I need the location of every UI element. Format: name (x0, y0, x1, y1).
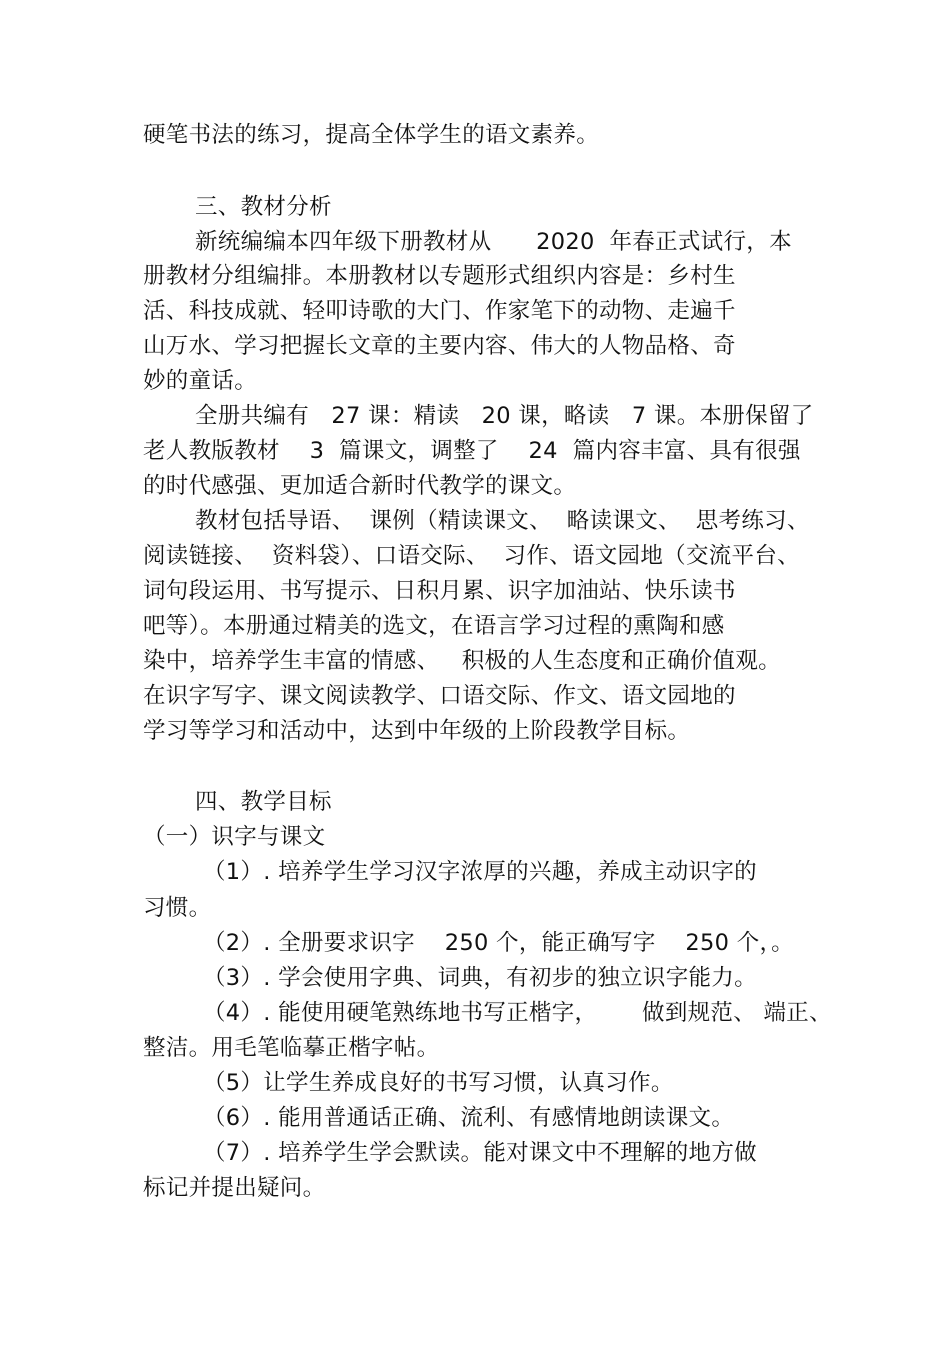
paragraph-line: 阅读链接、 资料袋）、口语交际、 习作、语文园地（交流平台、 (143, 543, 800, 569)
paragraph-line: 染中，培养学生丰富的情感、 积极的人生态度和正确价值观。 (143, 648, 781, 674)
list-item: （1）. 培养学生学习汉字浓厚的兴趣，养成主动识字的 (203, 859, 757, 885)
paragraph-line: 妙的童话。 (143, 368, 258, 394)
paragraph-line: 教材包括导语、 课例（精读课文、 略读课文、 思考练习、 (195, 508, 810, 534)
paragraph-line: 山万水、学习把握长文章的主要内容、伟大的人物品格、奇 (143, 333, 736, 359)
paragraph-line: 的时代感强、更加适合新时代教学的课文。 (143, 473, 577, 499)
list-item: （4）. 能使用硬笔熟练地书写正楷字， 做到规范、 端正、 (203, 1000, 832, 1026)
list-item: （3）. 学会使用字典、词典，有初步的独立识字能力。 (203, 965, 757, 991)
list-item: （5）让学生养成良好的书写习惯，认真习作。 (203, 1070, 674, 1096)
paragraph-line: 新统编编本四年级下册教材从 2020 年春正式试行，本 (195, 229, 792, 255)
paragraph-line: 吧等）。本册通过精美的选文，在语言学习过程的熏陶和感 (143, 613, 725, 639)
paragraph-line: 全册共编有 27 课：精读 20 课，略读 7 课。本册保留了 (195, 403, 814, 429)
paragraph-line: 硬笔书法的练习，提高全体学生的语文素养。 (143, 122, 600, 148)
paragraph-line: 词句段运用、书写提示、日积月累、识字加油站、快乐读书 (143, 578, 736, 604)
paragraph-line: 学习等学习和活动中，达到中年级的上阶段教学目标。 (143, 718, 691, 744)
list-item: （6）. 能用普通话正确、流利、有感情地朗读课文。 (203, 1105, 735, 1131)
list-item-continuation: 整洁。用毛笔临摹正楷字帖。 (143, 1035, 440, 1061)
list-item: （7）. 培养学生学会默读。能对课文中不理解的地方做 (203, 1140, 757, 1166)
paragraph-line: 活、科技成就、轻叩诗歌的大门、作家笔下的动物、走遍千 (143, 298, 736, 324)
section-heading: 四、教学目标 (195, 789, 332, 815)
subsection-heading: （一）识字与课文 (143, 824, 326, 850)
list-item-continuation: 习惯。 (143, 895, 212, 921)
section-heading: 三、教材分析 (195, 194, 332, 220)
list-item-continuation: 标记并提出疑问。 (143, 1175, 326, 1201)
paragraph-line: 册教材分组编排。本册教材以专题形式组织内容是：乡村生 (143, 263, 736, 289)
paragraph-line: 老人教版教材 3 篇课文，调整了 24 篇内容丰富、具有很强 (143, 438, 801, 464)
list-item: （2）. 全册要求识字 250 个，能正确写字 250 个，。 (203, 930, 794, 956)
paragraph-line: 在识字写字、课文阅读教学、口语交际、作文、语文园地的 (143, 683, 736, 709)
